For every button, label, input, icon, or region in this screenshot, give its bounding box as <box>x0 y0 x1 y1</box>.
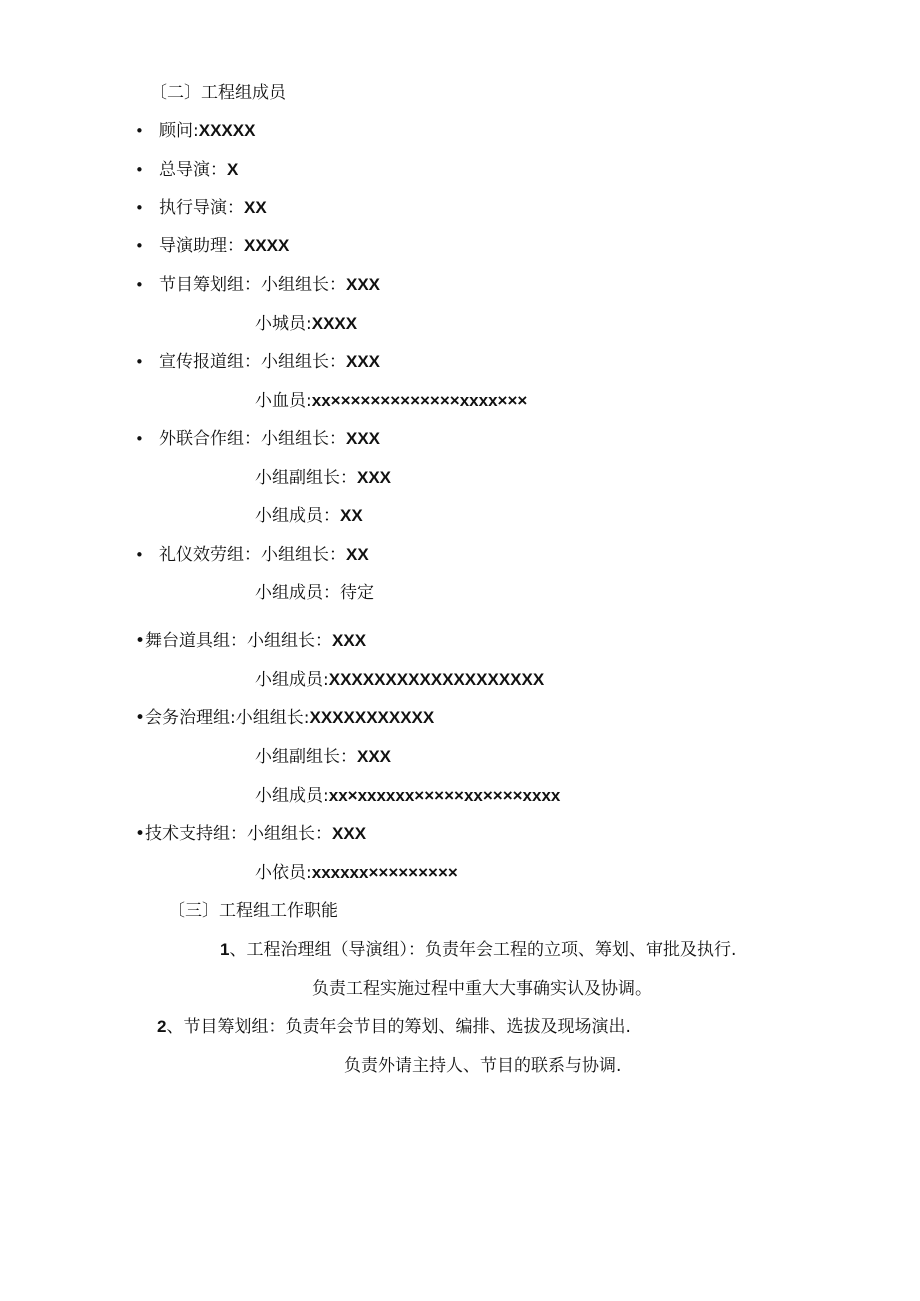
group-conference-management-deputy: 小组副组长：XXX <box>255 747 392 767</box>
duty-item-1: 1、工程治理组（导演组）：负责年会工程的立项、筹划、审批及执行. <box>220 940 737 960</box>
group-technical-support-members: 小依员:xxxxxx××××××××× <box>255 863 458 883</box>
member-assistant-director: 导演助理：XXXX <box>159 236 290 256</box>
group-external-cooperation-members: 小组成员：XX <box>255 506 363 526</box>
group-technical-support: •技术支持组：小组组长：XXX <box>135 824 367 844</box>
bullet: • <box>135 276 144 294</box>
member-advisor: 顾问:XXXXX <box>159 121 256 141</box>
section-heading-members: 〔二〕工程组成员 <box>150 83 286 103</box>
group-etiquette-service: 礼仪效劳组：小组组长：XX <box>159 545 369 565</box>
group-publicity-members: 小血员:xx×××××××××××××xxxx××× <box>255 391 528 411</box>
bullet: • <box>135 353 144 371</box>
group-conference-management: •会务治理组:小组组长:XXXXXXXXXXX <box>135 708 435 728</box>
bullet: • <box>135 161 144 179</box>
duty-item-2-continuation: 负责外请主持人、节目的联系与协调. <box>344 1056 622 1076</box>
group-stage-props-members: 小组成员:XXXXXXXXXXXXXXXXXXX <box>255 670 545 690</box>
group-conference-management-members: 小组成员:xx×xxxxxx×××××xx××××xxxx <box>255 786 561 806</box>
bullet: • <box>135 237 144 255</box>
member-chief-director: 总导演：X <box>159 160 239 180</box>
bullet: • <box>135 546 144 564</box>
duty-item-2: 2、节目筹划组：负责年会节目的筹划、编排、选拔及现场演出. <box>157 1017 631 1037</box>
section-heading-duties: 〔三〕工程组工作职能 <box>168 901 338 921</box>
bullet: • <box>135 199 144 217</box>
bullet: • <box>135 430 144 448</box>
member-executive-director: 执行导演：XX <box>159 198 267 218</box>
group-stage-props: •舞台道具组：小组组长：XXX <box>135 631 367 651</box>
bullet: • <box>135 122 144 140</box>
group-etiquette-service-members: 小组成员：待定 <box>255 583 374 603</box>
group-publicity: 宣传报道组：小组组长：XXX <box>159 352 381 372</box>
group-external-cooperation-deputy: 小组副组长：XXX <box>255 468 392 488</box>
group-program-planning-members: 小城员:XXXX <box>255 314 358 334</box>
duty-item-1-continuation: 负责工程实施过程中重大大事确实认及协调。 <box>312 979 652 999</box>
group-external-cooperation: 外联合作组：小组组长：XXX <box>159 429 381 449</box>
group-program-planning: 节目筹划组：小组组长：XXX <box>159 275 381 295</box>
